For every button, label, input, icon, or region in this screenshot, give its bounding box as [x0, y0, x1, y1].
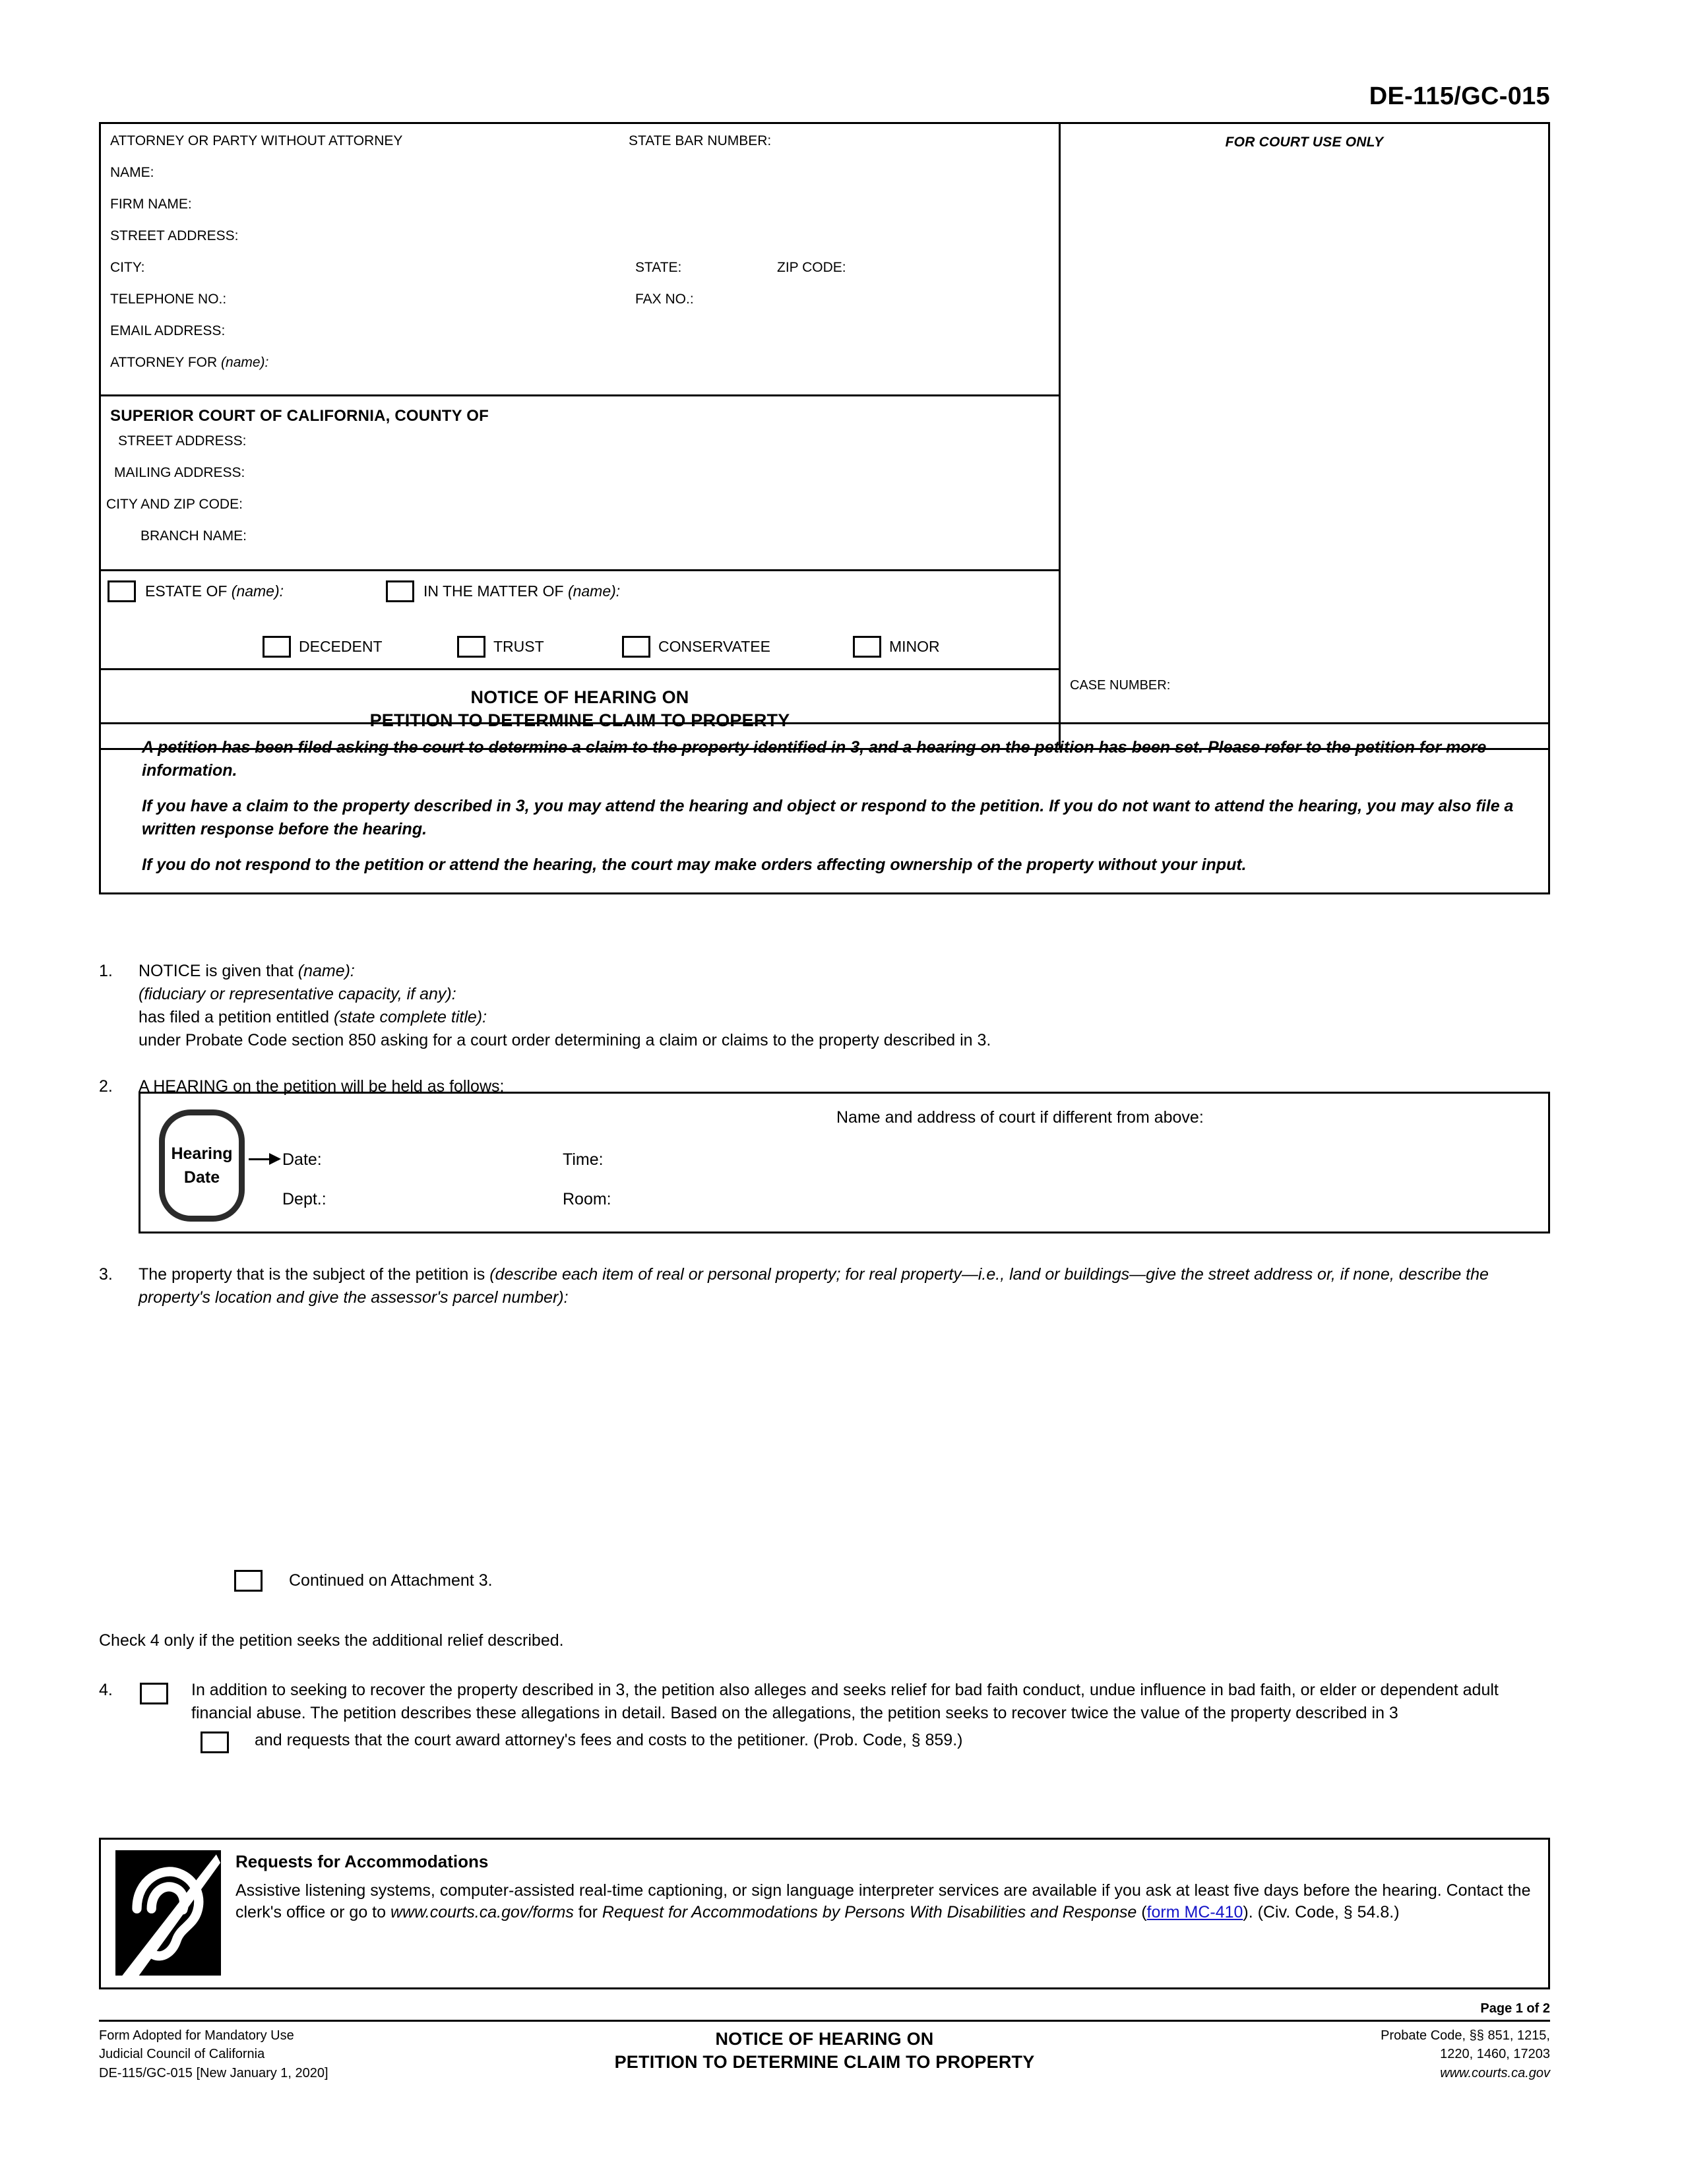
footer-title-block [561, 2026, 1088, 2074]
hearing-details-box [139, 1092, 1550, 1233]
attorney-for-text: ATTORNEY FOR [110, 355, 222, 370]
item-4 [99, 1679, 1550, 1752]
accommodations-heading: Requests for Accommodations [235, 1852, 489, 1871]
email-label: EMAIL ADDRESS: [110, 323, 226, 338]
attorney-street-label: STREET ADDRESS: [110, 228, 239, 243]
decedent-checkbox[interactable] [263, 636, 291, 658]
item-1-line-1 [139, 960, 1550, 983]
court-mailing-row[interactable] [101, 465, 1059, 497]
footer-right-block [1088, 2026, 1550, 2082]
hearing-date-badge-line2: Date [183, 1168, 220, 1187]
hearing-date-badge-line1: Hearing [171, 1144, 233, 1163]
type-option-decedent[interactable] [263, 636, 383, 658]
footer-code-line1: Probate Code, §§ 851, 1215, [1381, 2028, 1550, 2043]
accommodations-text-block [235, 1850, 1534, 1976]
hearing-time-label[interactable]: Time: [563, 1150, 604, 1169]
check-4-note-text: Check 4 only if the petition seeks the additional relief described. [99, 1631, 564, 1650]
accommodations-paragraph [235, 1880, 1534, 1923]
footer-title-line2: PETITION TO DETERMINE CLAIM TO PROPERTY [614, 2052, 1035, 2073]
warning-paragraph-1: A petition has been filed asking the court to determine a claim to the property identified in 3, and a hearing on the petition has been set. Please refer to the petition for more information. [142, 738, 1487, 780]
attorney-telephone-row[interactable] [101, 292, 1059, 323]
item-1-line-1-hint: (name): [297, 962, 355, 980]
item-1-line-2: (fiduciary or representative capacity, if any): [139, 985, 456, 1003]
in-matter-of-option[interactable] [386, 580, 620, 602]
warning-paragraph-2: If you have a claim to the property described in 3, you may attend the hearing and object or respond to the petition. If you do not want to attend the hearing, you may also file a written response before the hearing. [142, 797, 1514, 838]
attachment-3-checkbox[interactable] [234, 1570, 263, 1592]
hearing-accessibility-icon [115, 1850, 221, 1976]
court-branch-row[interactable] [101, 528, 1059, 560]
attorney-for-hint: (name): [221, 355, 269, 370]
accommodations-icon-wrap [115, 1850, 221, 1976]
attorney-city-label: CITY: [110, 260, 145, 275]
footer-revision-line: DE-115/GC-015 [New January 1, 2020] [99, 2065, 328, 2080]
notice-warning-box [99, 722, 1550, 894]
item-4-number: 4. [99, 1681, 113, 1699]
court-info-box [101, 396, 1059, 571]
estate-of-text: ESTATE OF [145, 582, 232, 600]
footer-title-line1: NOTICE OF HEARING ON [715, 2029, 934, 2049]
item-2-text: A HEARING on the petition will be held as follows: [139, 1077, 505, 1096]
caption-block [99, 122, 1550, 750]
in-matter-of-text: IN THE MATTER OF [423, 582, 568, 600]
attorney-heading-label: ATTORNEY OR PARTY WITHOUT ATTORNEY [110, 133, 403, 148]
courts-url-text: www.courts.ca.gov/forms [390, 1903, 574, 1921]
firm-name-row[interactable] [101, 197, 1059, 228]
warning-paragraph-3: If you do not respond to the petition or attend the hearing, the court may make orders affecting ownership of the property without your input. [142, 856, 1247, 874]
item-1-line-3-hint: (state complete title): [334, 1008, 487, 1026]
in-matter-of-label [423, 582, 620, 600]
form-title-line1: NOTICE OF HEARING ON [470, 687, 689, 707]
attorney-fees-label: and requests that the court award attorney's fees and costs to the petitioner. (Prob. Code, § 859.) [255, 1731, 963, 1749]
estate-of-option[interactable] [108, 580, 284, 602]
firm-name-label: FIRM NAME: [110, 197, 192, 212]
item-1-line-4: under Probate Code section 850 asking for a court order determining a claim or claims to the property described in 3. [139, 1031, 991, 1049]
attorney-info-box [101, 124, 1059, 396]
accommodations-text-a: Assistive listening systems, computer-assisted real-time captioning, or sign language interpreter services are available if you ask at least five days before the hearing. Contact the clerk's office or go to [235, 1881, 1531, 1921]
item-1-line-3-text: has filed a petition entitled [139, 1008, 334, 1026]
attorney-email-row[interactable] [101, 323, 1059, 355]
state-bar-number-label: STATE BAR NUMBER: [629, 133, 772, 148]
in-matter-of-hint: (name): [567, 582, 621, 600]
attorney-street-row[interactable] [101, 228, 1059, 260]
case-number-label: CASE NUMBER: [1070, 678, 1171, 693]
for-court-use-only-label: FOR COURT USE ONLY [1225, 135, 1384, 150]
item-4-checkbox[interactable] [140, 1683, 168, 1704]
footer-adoption-line: Form Adopted for Mandatory Use [99, 2028, 294, 2043]
attorney-fees-checkbox[interactable] [201, 1732, 229, 1753]
item-2-number: 2. [99, 1077, 113, 1096]
attorney-heading-row [101, 133, 1059, 165]
hearing-date-label[interactable]: Date: [282, 1150, 322, 1169]
form-mc-410-link[interactable]: form MC-410 [1146, 1903, 1243, 1921]
accommodations-text-c: ( [1137, 1903, 1147, 1921]
trust-label: TRUST [493, 638, 544, 655]
item-1-number: 1. [99, 962, 113, 980]
court-street-label: STREET ADDRESS: [118, 433, 247, 449]
hearing-room-label[interactable]: Room: [563, 1190, 611, 1208]
court-street-row[interactable] [101, 433, 1059, 465]
caption-top-row [101, 124, 1548, 670]
hearing-date-badge [159, 1109, 245, 1222]
attorney-state-label: STATE: [635, 260, 682, 275]
accommodations-text-d: ). (Civ. Code, § 54.8.) [1243, 1903, 1400, 1921]
conservatee-label: CONSERVATEE [658, 638, 770, 655]
alternate-court-address-label: Name and address of court if different from above: [836, 1108, 1204, 1127]
page-indicator: Page 1 of 2 [1480, 2001, 1550, 2016]
check-4-note [99, 1629, 1550, 1652]
party-type-row [101, 636, 1059, 666]
item-3-number: 3. [99, 1265, 113, 1284]
item-3-body [139, 1263, 1550, 1309]
court-branch-label: BRANCH NAME: [140, 528, 247, 544]
hearing-dept-label[interactable]: Dept.: [282, 1190, 327, 1208]
type-option-minor[interactable] [853, 636, 940, 658]
for-court-use-only-box [1061, 124, 1548, 670]
item-1 [99, 960, 1550, 1052]
footer-code-line2: 1220, 1460, 17203 [1440, 2047, 1550, 2062]
item-3-instruction: (describe each item of real or personal property; for real property—i.e., land or buildings—give the street address or, if none, describe the property's location and give the assessor's parcel number): [139, 1265, 1489, 1307]
type-option-trust[interactable] [457, 636, 544, 658]
attachment-3-option[interactable] [234, 1570, 493, 1592]
attachment-3-label: Continued on Attachment 3. [289, 1571, 493, 1590]
minor-checkbox[interactable] [853, 636, 881, 658]
page-footer [99, 2026, 1550, 2082]
item-1-body [139, 960, 1550, 1052]
attorney-name-label: NAME: [110, 165, 154, 180]
attorney-city-row[interactable] [101, 260, 1059, 292]
estate-matter-box [101, 571, 1059, 670]
decedent-label: DECEDENT [299, 638, 383, 655]
attorney-name-row[interactable] [101, 165, 1059, 197]
minor-label: MINOR [889, 638, 940, 655]
fax-label: FAX NO.: [635, 292, 694, 307]
mc410-title: Request for Accommodations by Persons With Disabilities and Response [602, 1903, 1137, 1921]
estate-of-label [145, 582, 284, 600]
type-option-conservatee[interactable] [622, 636, 770, 658]
trust-checkbox[interactable] [457, 636, 485, 658]
conservatee-checkbox[interactable] [622, 636, 650, 658]
estate-of-hint: (name): [231, 582, 284, 600]
item-3 [99, 1263, 1550, 1309]
item-4-sub-option[interactable] [191, 1729, 1550, 1752]
item-3-lead-text: The property that is the subject of the petition is [139, 1265, 490, 1284]
footer-website: www.courts.ca.gov [1440, 2065, 1550, 2080]
caption-left-column [101, 124, 1061, 670]
court-city-zip-row[interactable] [101, 497, 1059, 528]
attorney-zip-label: ZIP CODE: [777, 260, 846, 275]
form-number: DE-115/GC-015 [1369, 82, 1550, 110]
footer-left-block [99, 2026, 561, 2082]
court-title: SUPERIOR COURT OF CALIFORNIA, COUNTY OF [110, 407, 489, 425]
arrow-right-icon [249, 1158, 279, 1160]
in-matter-of-checkbox[interactable] [386, 580, 414, 602]
item-1-line-3 [139, 1006, 1550, 1029]
item-4-text: In addition to seeking to recover the property described in 3, the petition also alleges and seeks relief for bad faith conduct, undue influence in bad faith, or elder or dependent adult financial abuse. The petition describes these allegations in detail. Based on the allegations, the petition seeks to recover twice the value of the property described in 3 [191, 1681, 1499, 1722]
footer-divider [99, 2020, 1550, 2022]
accommodations-text-b: for [573, 1903, 602, 1921]
footer-council-line: Judicial Council of California [99, 2047, 265, 2062]
attorney-for-row[interactable] [101, 355, 1059, 389]
form-page [99, 0, 1550, 2184]
requests-for-accommodations-box [99, 1838, 1550, 1989]
court-city-zip-label: CITY AND ZIP CODE: [106, 497, 243, 512]
attorney-for-label [110, 355, 268, 371]
court-mailing-label: MAILING ADDRESS: [114, 465, 245, 480]
form-title-line2: PETITION TO DETERMINE CLAIM TO PROPERTY [369, 710, 790, 730]
item-1-line-1-text: NOTICE is given that [139, 962, 298, 980]
estate-of-checkbox[interactable] [108, 580, 136, 602]
estate-matter-row [101, 580, 1059, 611]
telephone-label: TELEPHONE NO.: [110, 292, 227, 307]
